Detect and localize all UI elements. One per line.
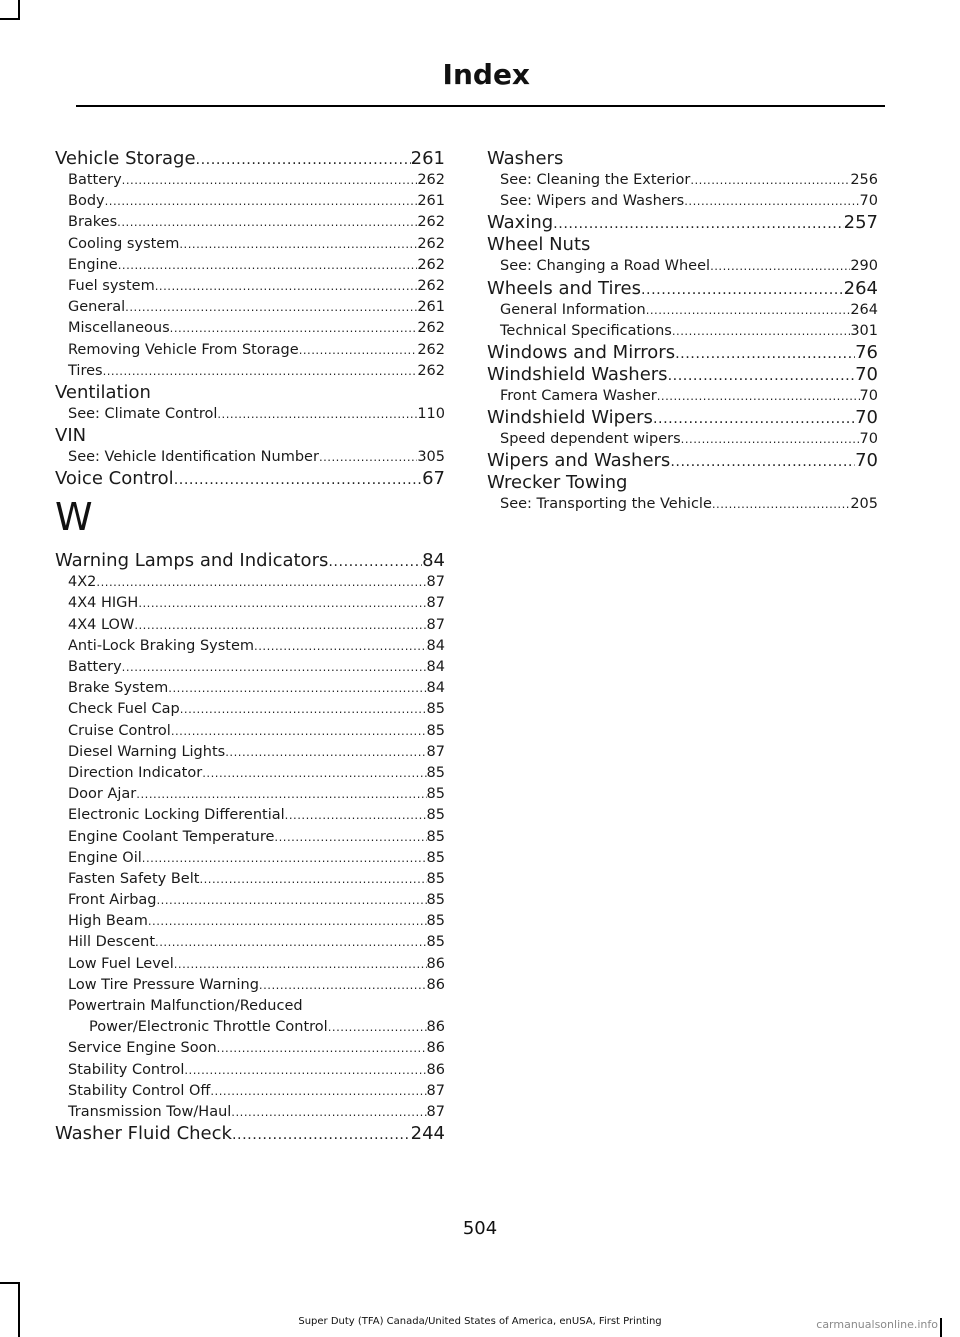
- index-subentry: [55, 1081, 445, 1102]
- index-column-right: [487, 148, 878, 516]
- entry-page-number: 84: [426, 680, 445, 697]
- crop-mark-bottom-left-horizontal: [0, 1282, 20, 1284]
- index-subentry: [55, 699, 445, 720]
- entry-label: Low Tire Pressure Warning: [68, 976, 259, 993]
- index-subentry: [55, 572, 445, 593]
- index-subentry: [55, 975, 445, 996]
- dot-leader: [657, 386, 860, 407]
- entry-label: Fuel system: [68, 277, 155, 294]
- entry-label: 4X2: [68, 574, 97, 591]
- entry-page-number: 86: [426, 1019, 445, 1036]
- entry-label: Brake System: [68, 680, 169, 697]
- entry-page-number: 110: [417, 405, 445, 422]
- entry-label: Engine: [68, 256, 118, 273]
- index-subentry: [55, 678, 445, 699]
- dot-leader: [138, 593, 426, 614]
- dot-leader: [670, 451, 855, 472]
- index-subentry: [55, 615, 445, 636]
- entry-page-number: 85: [426, 786, 445, 803]
- entry-page-number: 85: [426, 849, 445, 866]
- entry-page-number: 261: [410, 148, 445, 169]
- entry-label: Check Fuel Cap: [68, 701, 180, 718]
- dot-leader: [122, 170, 418, 191]
- dot-leader: [125, 297, 417, 318]
- entry-page-number: 76: [855, 341, 878, 363]
- entry-page-number: 87: [426, 574, 445, 591]
- entry-page-number: 85: [426, 807, 445, 824]
- entry-page-number: 85: [426, 892, 445, 909]
- section-letter: W: [55, 495, 93, 540]
- dot-leader: [179, 234, 417, 255]
- entry-page-number: 70: [855, 450, 878, 472]
- dot-leader: [202, 763, 426, 784]
- dot-leader: [319, 447, 417, 468]
- entry-label: Cruise Control: [68, 722, 171, 739]
- index-subentry: [55, 1017, 445, 1038]
- index-subentry: [487, 300, 878, 321]
- index-subentry: [55, 827, 445, 848]
- dot-leader: [155, 276, 418, 297]
- entry-page-number: 262: [417, 341, 445, 358]
- entry-page-number: 84: [426, 637, 445, 654]
- entry-label: Technical Specifications: [500, 322, 672, 339]
- entry-label: Power/Electronic Throttle Control: [89, 1019, 328, 1036]
- page-number: 504: [462, 1218, 498, 1239]
- dot-leader: [684, 191, 859, 212]
- dot-leader: [232, 1124, 411, 1145]
- index-heading: Wrecker Towing: [487, 472, 628, 494]
- index-subentry: [55, 361, 445, 382]
- index-subentry: [487, 321, 878, 342]
- entry-page-number: 264: [843, 277, 878, 299]
- dot-leader: [672, 321, 850, 342]
- dot-leader: [196, 149, 411, 170]
- entry-page-number: 262: [417, 277, 445, 294]
- dot-leader: [231, 1102, 426, 1123]
- entry-label: Speed dependent wipers: [500, 431, 681, 448]
- dot-leader: [712, 494, 850, 515]
- entry-page-number: 87: [426, 595, 445, 612]
- index-entry: [55, 1123, 445, 1145]
- entry-label: 4X4 LOW: [68, 616, 135, 633]
- index-entry: [487, 407, 878, 429]
- entry-label: Engine Coolant Temperature: [68, 828, 275, 845]
- index-subentry: [55, 805, 445, 826]
- entry-label: Miscellaneous: [68, 320, 170, 337]
- entry-label: Tires: [68, 362, 103, 379]
- dot-leader: [217, 404, 417, 425]
- index-subentry: [55, 932, 445, 953]
- entry-page-number: 305: [417, 449, 445, 466]
- entry-label: General: [68, 299, 126, 316]
- dot-leader: [171, 721, 427, 742]
- dot-leader: [254, 636, 427, 657]
- entry-label: Windshield Wipers: [487, 407, 653, 429]
- dot-leader: [328, 1017, 427, 1038]
- entry-page-number: 262: [417, 320, 445, 337]
- entry-label: Waxing: [487, 212, 554, 234]
- entry-page-number: 205: [850, 496, 878, 513]
- index-subentry: [55, 911, 445, 932]
- page-title: Index: [442, 58, 530, 91]
- entry-label: Cooling system: [68, 235, 180, 252]
- dot-leader: [155, 932, 427, 953]
- index-subentry: [487, 170, 878, 191]
- index-subentry: [487, 386, 878, 407]
- dot-leader: [285, 805, 427, 826]
- dot-leader: [328, 551, 422, 572]
- dot-leader: [157, 890, 427, 911]
- dot-leader: [103, 361, 418, 382]
- entry-label: Brakes: [68, 214, 118, 231]
- entry-page-number: 87: [426, 1082, 445, 1099]
- entry-page-number: 85: [426, 701, 445, 718]
- index-subentry-line: Powertrain Malfunction/Reduced: [68, 998, 303, 1014]
- entry-page-number: 264: [850, 301, 878, 318]
- index-subentry: [55, 1038, 445, 1059]
- index-subentry: [55, 848, 445, 869]
- dot-leader: [148, 911, 427, 932]
- entry-label: Electronic Locking Differential: [68, 807, 285, 824]
- index-subentry: [55, 954, 445, 975]
- index-heading: Wheel Nuts: [487, 234, 591, 256]
- entry-label: Windshield Washers: [487, 363, 668, 385]
- entry-label: See: Changing a Road Wheel: [500, 258, 711, 275]
- entry-page-number: 70: [855, 407, 878, 429]
- index-subentry: [55, 869, 445, 890]
- index-subentry: [487, 494, 878, 515]
- entry-page-number: 86: [426, 976, 445, 993]
- dot-leader: [646, 300, 851, 321]
- index-column-left: [55, 148, 445, 1145]
- entry-label: Battery: [68, 659, 122, 675]
- entry-label: Washer Fluid Check: [55, 1123, 232, 1145]
- index-subentry: [487, 191, 878, 212]
- entry-page-number: 85: [426, 870, 445, 887]
- dot-leader: [105, 191, 418, 212]
- dot-leader: [134, 615, 426, 636]
- entry-page-number: 86: [426, 1040, 445, 1057]
- index-subentry: [55, 297, 445, 318]
- index-heading: VIN: [55, 425, 87, 447]
- entry-label: Fasten Safety Belt: [68, 870, 200, 887]
- index-entry: [487, 278, 878, 300]
- entry-label: See: Wipers and Washers: [500, 193, 685, 210]
- header-rule: [76, 105, 885, 107]
- index-subentry: [55, 1102, 445, 1123]
- entry-page-number: 87: [426, 743, 445, 760]
- index-subentry: [55, 636, 445, 657]
- index-subentry: [55, 340, 445, 361]
- entry-page-number: 85: [426, 934, 445, 951]
- entry-page-number: 70: [859, 193, 878, 210]
- entry-label: Stability Control Off: [68, 1082, 211, 1099]
- dot-leader: [259, 975, 427, 996]
- dot-leader: [274, 827, 426, 848]
- dot-leader: [690, 170, 850, 191]
- entry-page-number: 85: [426, 913, 445, 930]
- entry-label: See: Vehicle Identification Number: [68, 449, 319, 466]
- index-entry: [487, 342, 878, 364]
- entry-page-number: 262: [417, 256, 445, 273]
- index-subentry: [55, 255, 445, 276]
- index-entry: [487, 212, 878, 234]
- entry-label: Voice Control: [55, 468, 174, 490]
- dot-leader: [668, 365, 856, 386]
- index-subentry: [55, 234, 445, 255]
- entry-page-number: 262: [417, 214, 445, 231]
- entry-label: Body: [68, 193, 105, 210]
- entry-label: Wheels and Tires: [487, 277, 641, 299]
- entry-label: Vehicle Storage: [55, 148, 196, 169]
- index-subentry: [55, 212, 445, 233]
- entry-label: See: Climate Control: [68, 405, 218, 422]
- index-subentry: [55, 890, 445, 911]
- entry-label: Hill Descent: [68, 934, 156, 951]
- index-subentry: [55, 763, 445, 784]
- entry-label: See: Transporting the Vehicle: [500, 496, 712, 513]
- index-subentry: [55, 1060, 445, 1081]
- entry-page-number: 70: [859, 387, 878, 404]
- entry-label: 4X4 HIGH: [68, 595, 139, 612]
- entry-label: High Beam: [68, 913, 148, 930]
- entry-page-number: 67: [422, 468, 445, 490]
- entry-label: Wipers and Washers: [487, 450, 671, 472]
- entry-page-number: 84: [422, 550, 445, 572]
- entry-page-number: 86: [426, 955, 445, 972]
- entry-page-number: 262: [417, 172, 445, 188]
- entry-label: Removing Vehicle From Storage: [68, 341, 299, 358]
- entry-label: Windows and Mirrors: [487, 341, 676, 363]
- footer-text: Super Duty (TFA) Canada/United States of America, enUSA, First Printing: [298, 1316, 662, 1327]
- dot-leader: [710, 256, 850, 277]
- dot-leader: [136, 784, 426, 805]
- index-entry: [55, 148, 445, 170]
- watermark-text: carmanualsonline.info: [816, 1318, 938, 1331]
- index-entry: [55, 550, 445, 572]
- entry-label: Transmission Tow/Haul: [68, 1103, 232, 1120]
- index-entry: [487, 450, 878, 472]
- index-subentry: [55, 721, 445, 742]
- entry-page-number: 85: [426, 828, 445, 845]
- dot-leader: [653, 408, 855, 429]
- dot-leader: [174, 954, 427, 975]
- dot-leader: [217, 1038, 427, 1059]
- index-subentry: [487, 256, 878, 277]
- entry-label: Anti-Lock Braking System: [68, 637, 255, 654]
- entry-label: Service Engine Soon: [68, 1040, 217, 1057]
- index-subentry: [55, 318, 445, 339]
- entry-page-number: 87: [426, 1103, 445, 1120]
- index-subentry: [55, 742, 445, 763]
- entry-page-number: 87: [426, 616, 445, 633]
- index-subentry: [55, 191, 445, 212]
- dot-leader: [553, 213, 843, 234]
- dot-leader: [180, 699, 427, 720]
- entry-page-number: 261: [417, 193, 445, 210]
- index-subentry: [55, 276, 445, 297]
- index-subentry: [487, 429, 878, 450]
- crop-mark-top-left-vertical: [18, 0, 20, 20]
- dot-leader: [675, 343, 855, 364]
- index-heading: Ventilation: [55, 381, 151, 403]
- entry-label: See: Cleaning the Exterior: [500, 172, 691, 188]
- dot-leader: [122, 657, 427, 678]
- entry-page-number: 70: [859, 431, 878, 448]
- index-subentry: [55, 784, 445, 805]
- index-subentry: [55, 657, 445, 678]
- dot-leader: [184, 1060, 426, 1081]
- dot-leader: [210, 1081, 426, 1102]
- dot-leader: [641, 279, 844, 300]
- dot-leader: [168, 678, 426, 699]
- entry-label: Front Airbag: [68, 892, 157, 909]
- entry-label: Warning Lamps and Indicators: [55, 550, 329, 572]
- dot-leader: [142, 848, 427, 869]
- entry-page-number: 85: [426, 722, 445, 739]
- entry-page-number: 257: [843, 212, 878, 234]
- entry-label: Battery: [68, 172, 122, 188]
- dot-leader: [170, 318, 418, 339]
- index-subentry: [55, 593, 445, 614]
- entry-label: Stability Control: [68, 1061, 185, 1078]
- entry-page-number: 86: [426, 1061, 445, 1078]
- dot-leader: [225, 742, 426, 763]
- entry-label: Diesel Warning Lights: [68, 743, 226, 760]
- crop-mark-bottom-left-vertical: [18, 1282, 20, 1337]
- index-subentry: [55, 170, 445, 191]
- entry-page-number: 84: [426, 659, 445, 675]
- entry-page-number: 85: [426, 764, 445, 781]
- index-entry: [487, 364, 878, 386]
- entry-page-number: 301: [850, 322, 878, 339]
- entry-page-number: 262: [417, 235, 445, 252]
- entry-page-number: 244: [410, 1123, 445, 1145]
- crop-mark-top-left-horizontal: [0, 18, 20, 20]
- index-entry: [55, 468, 445, 490]
- index-subentry: [55, 447, 445, 468]
- entry-page-number: 261: [417, 299, 445, 316]
- entry-label: Front Camera Washer: [500, 387, 657, 404]
- dot-leader: [199, 869, 426, 890]
- index-subentry: [55, 404, 445, 425]
- entry-label: Low Fuel Level: [68, 955, 174, 972]
- entry-label: Engine Oil: [68, 849, 142, 866]
- entry-label: General Information: [500, 301, 646, 318]
- entry-page-number: 290: [850, 258, 878, 275]
- dot-leader: [96, 572, 426, 593]
- entry-page-number: 256: [850, 172, 878, 188]
- entry-page-number: 262: [417, 362, 445, 379]
- dot-leader: [299, 340, 418, 361]
- dot-leader: [118, 255, 418, 276]
- dot-leader: [174, 469, 422, 490]
- entry-label: Door Ajar: [68, 786, 137, 803]
- entry-label: Direction Indicator: [68, 764, 203, 781]
- dot-leader: [681, 429, 860, 450]
- entry-page-number: 70: [855, 363, 878, 385]
- dot-leader: [117, 212, 417, 233]
- index-heading: Washers: [487, 148, 564, 169]
